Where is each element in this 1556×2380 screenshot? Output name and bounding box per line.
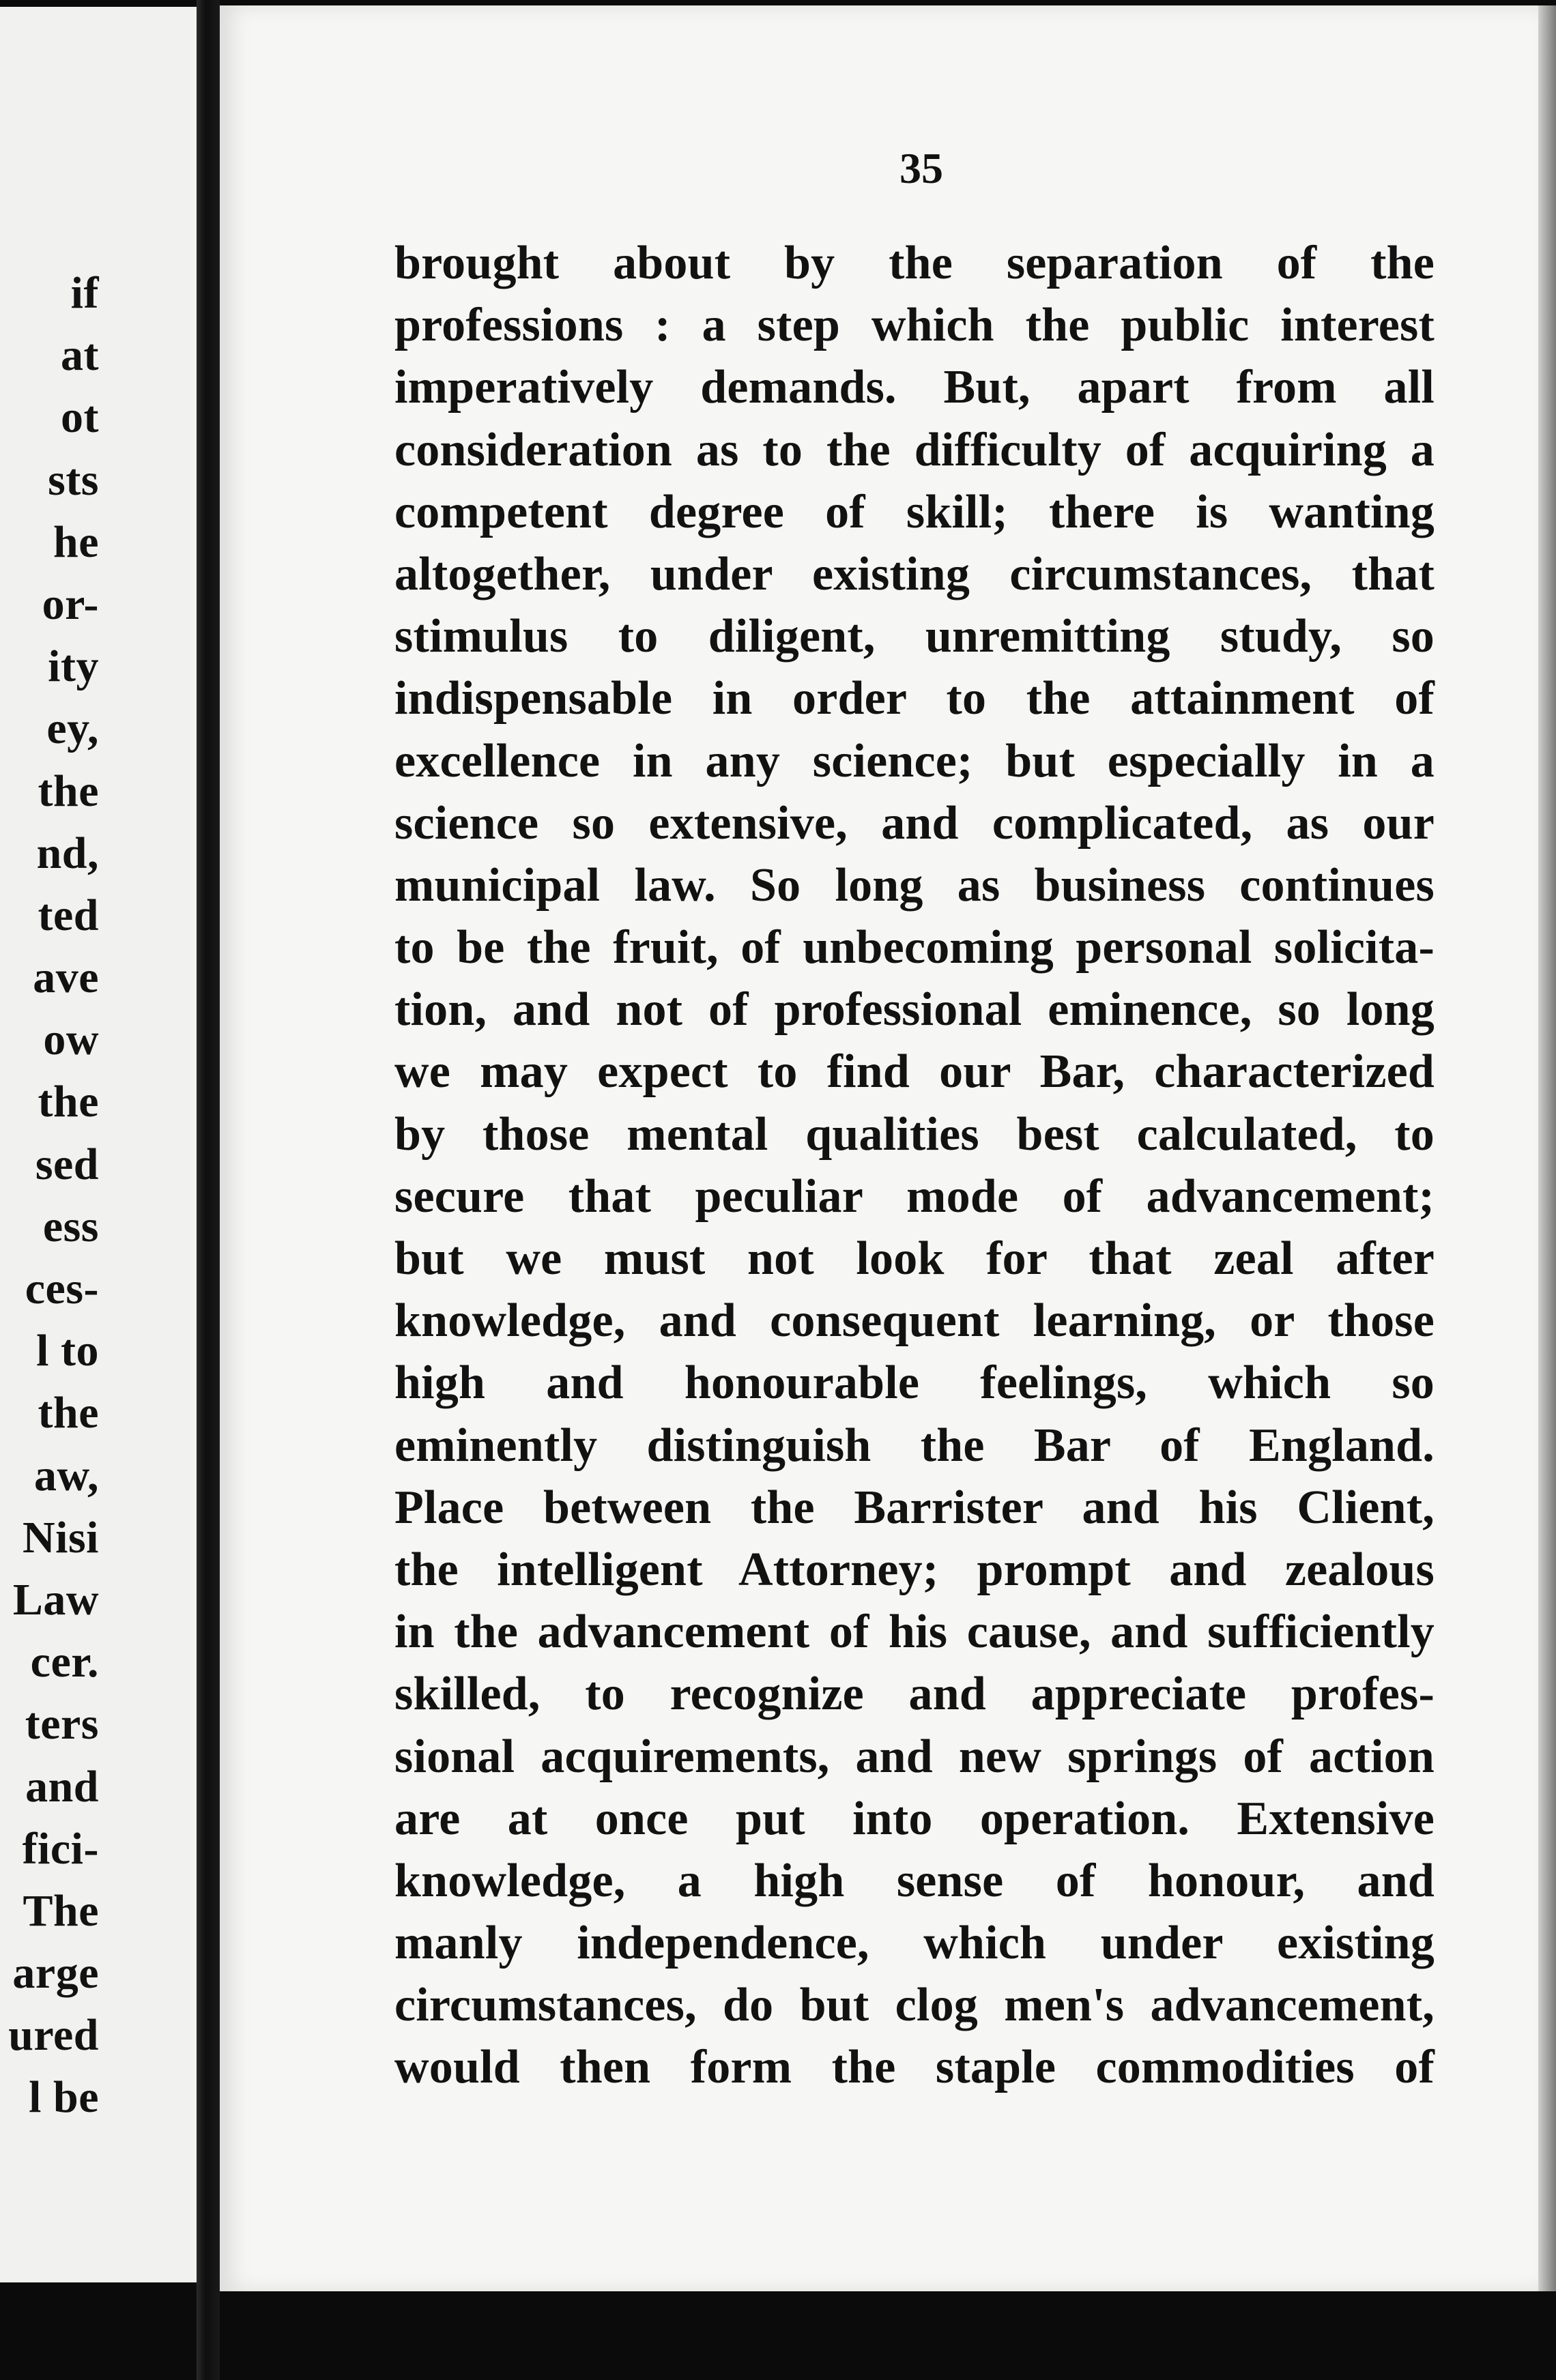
text-line: skilled, to recognize and appreciate profes- [394,1668,1435,1721]
left-page-line-fragment: ey, [46,703,99,754]
text-line: Place between the Barrister and his Client, [394,1481,1435,1534]
text-line: we may expect to find our Bar, characterized [394,1045,1435,1099]
text-line: imperatively demands. But, apart from all [394,361,1435,414]
page-number: 35 [899,144,943,192]
text-line: excellence in any science; but especially in a [394,734,1435,787]
left-page-line-fragment: he [53,517,99,567]
left-page-line-fragment: Nisi [22,1512,99,1563]
body-text [394,232,1435,2099]
left-page-line-fragment: ave [33,953,99,1003]
text-line: eminently distinguish the Bar of England. [394,1419,1435,1472]
left-page-line-fragment: the [38,1388,99,1438]
left-page-line-fragment: cer. [30,1637,99,1687]
left-facing-page [0,7,201,2282]
left-page-line-fragment: sed [35,1139,99,1189]
left-page-line-fragment: Law [12,1574,99,1625]
text-line: municipal law. So long as business continues [394,858,1435,912]
left-page-line-fragment: The [23,1885,99,1936]
text-line: circumstances, do but clog men's advancement, [394,1979,1435,2032]
left-page-line-fragment: ured [8,2010,99,2061]
text-line: knowledge, and consequent learning, or those [394,1294,1435,1348]
left-page-line-fragment: l be [29,2072,99,2123]
book-gutter [197,0,220,2380]
left-page-line-fragment: arge [12,1948,99,1999]
left-page-line-fragment: and [25,1761,99,1812]
text-line: manly independence, which under existing [394,1917,1435,1970]
text-line: sional acquirements, and new springs of action [394,1730,1435,1783]
text-line: science so extensive, and complicated, as our [394,796,1435,850]
text-line: knowledge, a high sense of honour, and [394,1854,1435,1907]
left-page-line-fragment: at [61,330,99,381]
left-page-line-fragment: aw, [33,1450,99,1500]
left-page-line-fragment: ces- [25,1264,99,1314]
left-page-line-fragment: l to [36,1326,99,1376]
page-edge-shadow [1538,5,1556,2291]
text-line: tion, and not of professional eminence, so long [394,983,1435,1036]
text-line: indispensable in order to the attainment of [394,672,1435,725]
left-page-line-fragment: the [38,766,99,816]
text-line: secure that peculiar mode of advancement; [394,1170,1435,1223]
text-line: would then form the staple commodities of [394,2041,1435,2094]
left-page-line-fragment: if [70,268,99,318]
left-page-line-fragment: ity [48,641,99,692]
text-line: the intelligent Attorney; prompt and zealous [394,1543,1435,1596]
left-page-line-fragment: ow [43,1015,99,1065]
text-line: by those mental qualities best calculated, to [394,1107,1435,1161]
left-page-line-fragment: ted [38,890,99,940]
left-page-line-fragment: or- [42,579,99,629]
text-line: consideration as to the difficulty of acquiring a [394,423,1435,476]
text-line: stimulus to diligent, unremitting study, so [394,610,1435,663]
text-line: are at once put into operation. Extensive [394,1792,1435,1845]
text-line: in the advancement of his cause, and sufficiently [394,1606,1435,1659]
text-line: high and honourable feelings, which so [394,1356,1435,1410]
left-page-line-fragment: fici- [22,1823,99,1874]
left-page-text-fragments [8,262,99,2129]
text-line: professions : a step which the public interest [394,299,1435,352]
left-page-line-fragment: ters [25,1699,99,1750]
left-page-line-fragment: nd, [36,828,99,878]
left-page-line-fragment: ot [61,392,99,443]
text-line: to be the fruit, of unbecoming personal solicita- [394,921,1435,974]
text-line: altogether, under existing circumstances, that [394,547,1435,600]
left-page-line-fragment: sts [48,454,99,505]
text-line: competent degree of skill; there is wanting [394,485,1435,538]
text-line: but we must not look for that zeal after [394,1232,1435,1285]
left-page-line-fragment: ess [42,1201,99,1251]
left-page-line-fragment: the [38,1077,99,1127]
text-line: brought about by the separation of the [394,237,1435,289]
